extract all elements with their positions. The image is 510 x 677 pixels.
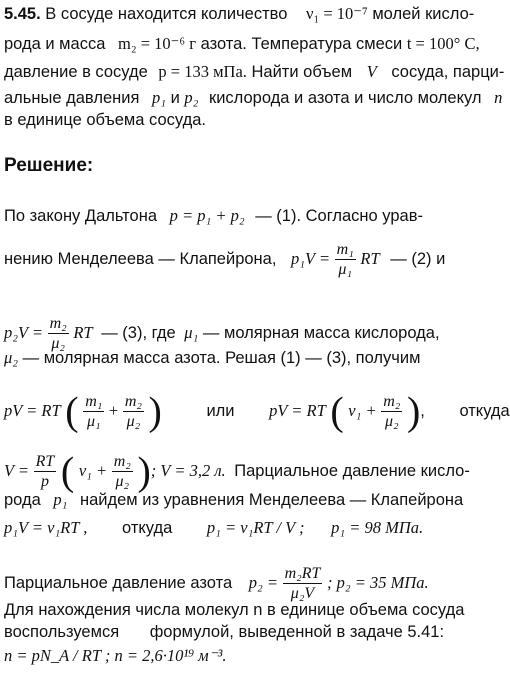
eq2-rhs: RT <box>360 248 380 268</box>
nu1-value: ν₁ = 10⁻⁷ <box>306 4 368 23</box>
formula2-nu: ν₁ + <box>348 400 377 420</box>
t-value: t = 100° C, <box>406 34 480 53</box>
problem-number: 5.45. <box>4 5 41 23</box>
formula1-frac1: $\frac{\text{m₁}}{\text{μ₁}}$ <box>85 393 103 430</box>
p2-lhs: p₂ = <box>248 572 278 592</box>
solution-text: По закону Дальтона <box>4 207 158 225</box>
solution-text: — молярная масса кислорода, <box>202 323 440 342</box>
n-result: n = pN_A / RT ; n = 2,6·10¹⁹ м⁻³. <box>4 646 227 665</box>
solution-line-9 <box>0 564 492 603</box>
problem-text: рода и масса <box>4 35 106 53</box>
formula3-lhs: V = <box>4 460 30 480</box>
solution-text: найдем из уравнения Менделеева — Клапейрона <box>79 491 464 509</box>
p1-result: p₁ = 98 МПа. <box>331 518 424 537</box>
formula3-frac1: $\frac{RT}{p}$ <box>35 453 55 490</box>
solution-text: — (2) и <box>390 249 446 268</box>
volume-symbol: V <box>366 62 377 81</box>
problem-text: давление в сосуде <box>4 63 148 81</box>
problem-text: Найти объем <box>251 63 353 81</box>
eq3-fraction: $\frac{\text{m₂}}{\text{μ₂}}$ <box>49 315 67 352</box>
problem-text: азота. Температура смеси <box>200 35 403 53</box>
problem-text: В сосуде находится количество <box>45 5 288 23</box>
solution-text: рода <box>4 491 41 509</box>
solution-text: — молярная масса азота. Решая (1) — (3), получим <box>22 349 421 367</box>
formula3-frac2: $\frac{\text{m₂}}{\text{μ₂}}$ <box>113 453 131 490</box>
solution-text: Для нахождения числа молекул n в единице объема сосуда <box>4 601 465 619</box>
or-word: или <box>206 401 235 420</box>
formula1-lhs: pV = RT <box>4 400 61 420</box>
problem-line-2 <box>0 34 492 54</box>
problem-text: и <box>170 89 180 107</box>
eq2-fraction: $\frac{\text{m₁}}{\text{μ₁}}$ <box>336 241 354 278</box>
volume-result: ; V = 3,2 л. <box>150 460 226 480</box>
otkuda-word: откуда <box>459 401 510 420</box>
otkuda-word: откуда <box>122 519 173 537</box>
solution-line-12 <box>0 646 492 666</box>
solution-line-1 <box>0 206 492 226</box>
m2-value: m₂ = 10⁻⁶ г <box>117 34 196 53</box>
solution-line-5: pV = RT ( $\frac{\text{m₁}}{\text{μ₁}}$ + $\frac{\text{m₂}}{\text{μ₂}}$ ) или pV = RT ( ν₁ + $\frac{\text{m₂}}{\text{μ₂}}$ ), откуда <box>4 388 510 434</box>
p2-result: ; p₂ = 35 МПа. <box>326 572 429 592</box>
problem-line-1 <box>0 4 492 24</box>
p1-symbol: p₁ <box>152 88 166 107</box>
solution-line-10 <box>0 600 492 620</box>
problem-line-4 <box>0 88 503 108</box>
solution-text: — (1). Согласно урав- <box>255 207 423 225</box>
p-value: p = 133 мПа. <box>158 62 247 81</box>
p1-formula: p₁ = ν₁RT / V ; <box>206 518 305 537</box>
dalton-equation: p = p₁ + p₂ <box>169 206 245 225</box>
problem-text: альные давления <box>4 89 140 107</box>
problem-text: в единице объема сосуда. <box>4 111 206 129</box>
solution-line-6: V = $\frac{RT}{p}$ ( ν₁ + $\frac{\text{m₂}}{\text{μ₂}}$ ); V = 3,2 л. Парциальное давление кисло- <box>4 448 470 494</box>
mu1-symbol: μ₁ <box>184 322 199 342</box>
solution-text: нению Менделеева — Клапейрона, <box>4 249 277 268</box>
plus-sign: + <box>108 400 119 420</box>
solution-text: — (3), где <box>101 323 176 342</box>
formula2-lhs: pV = RT <box>269 400 326 420</box>
formula1-frac2: $\frac{\text{m₂}}{\text{μ₂}}$ <box>124 393 142 430</box>
problem-text: кислорода и азота и число молекул <box>209 89 482 107</box>
solution-line-8 <box>0 518 492 538</box>
formula2-frac: $\frac{\text{m₂}}{\text{μ₂}}$ <box>383 393 401 430</box>
eq2-lhs: p₁V = <box>291 248 331 268</box>
solution-line-2 <box>0 240 492 279</box>
solution-text: формулой, выведенной в задаче 5.41: <box>149 623 445 641</box>
mendeleev-o2: p₁V = ν₁RT , <box>4 518 88 537</box>
eq3-lhs: p₂V = <box>4 322 44 342</box>
problem-text: молей кисло- <box>372 5 475 23</box>
mu2-symbol: μ₂ <box>4 348 19 367</box>
solution-line-4 <box>0 348 492 368</box>
problem-line-5 <box>0 110 492 130</box>
solution-text: Парциальное давление кисло- <box>234 461 470 480</box>
n-symbol: n <box>494 88 503 107</box>
p2-fraction: $\frac{\text{m₂RT}}{\text{μ₂V}}$ <box>284 565 321 602</box>
solution-text: воспользуемся <box>4 623 120 641</box>
solution-text: Парциальное давление азота <box>4 573 233 592</box>
formula3-nu: ν₁ + <box>78 460 108 480</box>
solution-line-7 <box>0 490 492 510</box>
p1-symbol: p₁ <box>53 490 68 509</box>
solution-line-11 <box>0 622 492 642</box>
eq3-rhs: RT <box>73 322 93 342</box>
problem-text: сосуда, парци- <box>391 63 505 81</box>
problem-line-3 <box>0 62 505 82</box>
p2-symbol: p₂ <box>184 88 199 107</box>
solution-heading: Решение: <box>4 155 94 176</box>
